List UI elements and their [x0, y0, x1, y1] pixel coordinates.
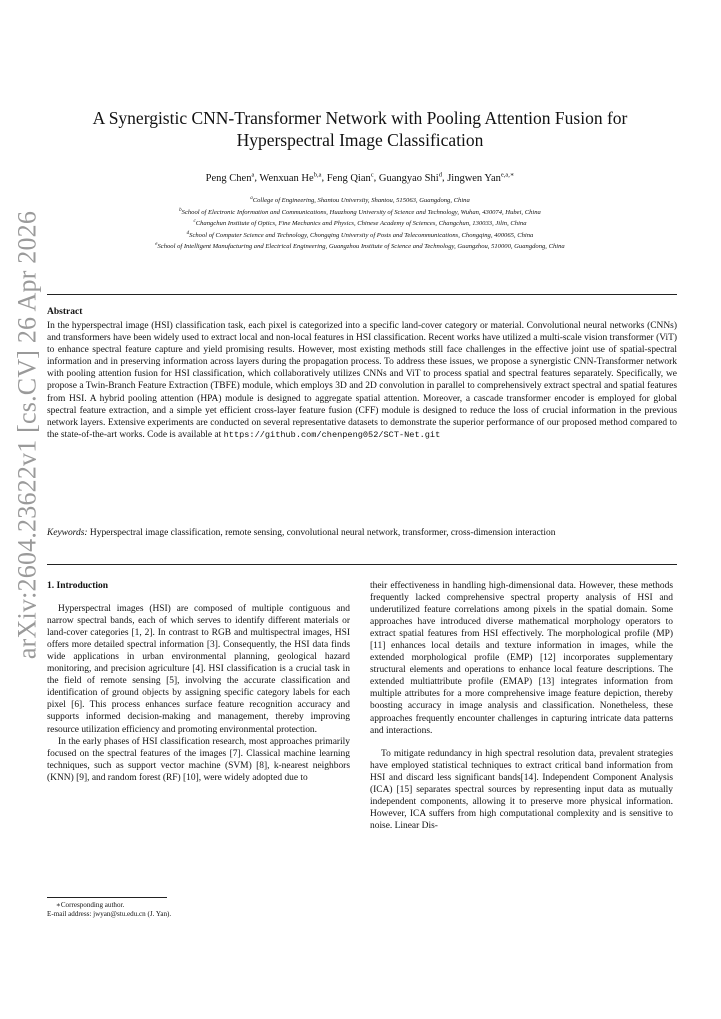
arxiv-watermark: arXiv:2604.23622v1 [cs.CV] 26 Apr 2026	[12, 210, 42, 660]
author: Wenxuan He$^{b,a}$	[259, 171, 322, 184]
affiliation: $^e$School of Intelligent Manufacturing and Electrical Engineering, Guangzhou Institute of Science and Technology, Guangzhou, 510000, Guangdong, China	[155, 242, 565, 251]
keywords-divider	[47, 564, 677, 565]
affiliation: $^a$College of Engineering, Shantou University, Shantou, 515063, Guangdong, China	[250, 196, 470, 205]
abstract-heading: Abstract	[47, 307, 83, 317]
affiliation: $^d$School of Computer Science and Technology, Chongqing University of Posts and Telecommunications, Chongqing, 400065, China	[186, 230, 534, 239]
section-heading: 1. Introduction	[47, 581, 109, 591]
email-note: E-mail address: jwyan@stu.edu.cn (J. Yan).	[47, 910, 172, 918]
abstract-body: In the hyperspectral image (HSI) classification task, each pixel is categorized into a specific land-cover category or material. Convolutional neural networks (CNNs) and transformers have been widely used to extract local and non-local features in HSI classification. Recent works have utilized a multi-scale vision transformer (ViT) to enhance spectral feature capture and yield promising results. However, most existing methods still face challenges in the effective joint use of spatial-spectral information and in preserving information across layers during the propagation process. To address these issues, we propose a synergistic CNN-Transformer network with pooling attention fusion for HSI classification, which collaboratively utilizes CNNs and ViT to process spatial and spectral features separately. Specifically, we propose a Twin-Branch Feature Extraction (TBFE) module, which employs 3D and 2D convolution in parallel to comprehensively extract spectral and spatial features from HSI. A hybrid pooling attention (HPA) module is designed to aggregate spatial attention. Moreover, a cascade transformer encoder is employed for global spectral feature extraction, and a simple yet efficient cross-layer feature fusion (CFF) module is designed to reduce the loss of crucial information in the previous network layers. Extensive experiments are conducted on several representative datasets to demonstrate the superior performance of our proposed method compared to the state-of-the-art works. Code is available at https://github.com/chenpeng052/SCT-Net.git	[47, 321, 677, 440]
paragraph: Hyperspectral images (HSI) are composed of multiple contiguous and narrow spectral bands, each of which serves to identify different materials or land-cover categories [1, 2]. In contrast to RGB and multispectral images, HSI offers more detailed spectral information [3]. Consequently, the HSI data finds wide applications in urban environmental planning, geological hazard monitoring, and precision agriculture [4]. HSI classification is a crucial task in the field of remote sensing [5], involving the accurate classification and identification of ground objects by assigning specific category labels for each pixel [6]. This process enhances surface feature recognition accuracy and supports informed decision-making and management, thereby improving resource utilization efficiency and promoting environmental protection.	[47, 604, 350, 735]
keywords-label: Keywords:	[47, 528, 88, 538]
footnotes	[47, 901, 171, 919]
affiliation: $^b$School of Electronic Information and Communications, Huazhong University of Science and Technology, Wuhan, 430074, Hubei, China	[179, 207, 541, 216]
paragraph: To mitigate redundancy in high spectral resolution data, prevalent strategies have employed statistical techniques to extract critical band information from HSI and discard less significant bands[14]. Independent Component Analysis (ICA) [15] separates spectral sources by representing input data as mutually independent components, allowing it to preserve more physical information. However, ICA suffers from high computational complexity and is sensitive to noise. Linear Dis-	[370, 748, 673, 831]
code-link[interactable]: https://github.com/chenpeng052/SCT-Net.git	[223, 429, 441, 440]
left-column	[47, 580, 350, 784]
author: Guangyao Shi$^d$	[378, 171, 442, 184]
author: Jingwen Yan$^{e,a,∗}$	[447, 171, 515, 184]
top-divider	[47, 294, 677, 295]
affiliation-list	[40, 194, 680, 252]
corresponding-author-note: ∗Corresponding author.	[56, 901, 125, 909]
author-list: Peng Chen$^a$, Wenxuan He$^{b,a}$, Feng Qian$^c$, Guangyao Shi$^d$, Jingwen Yan$^{e,a,∗}$	[205, 171, 515, 184]
paper-title: A Synergistic CNN-Transformer Network with Pooling Attention Fusion for Hyperspectral Image Classification	[92, 108, 628, 150]
keywords	[47, 527, 677, 539]
right-column	[370, 580, 673, 832]
author: Feng Qian$^c$	[326, 171, 374, 184]
footnote-divider	[47, 897, 167, 898]
paragraph: In the early phases of HSI classification research, most approaches primarily focused on the spectral features of the images [7]. Classical machine learning techniques, such as support vector machine (SVM) [8], k-nearest neighbors (KNN) [9], and random forest (RF) [10], were widely adopted due to	[47, 736, 350, 783]
paragraph: their effectiveness in handling high-dimensional data. However, these methods frequently lacked comprehensive spectral property analysis of HSI and underutilized feature correlations among pixels in the spatial domain. Some approaches have introduced diverse mathematical morphology operators to extract spatial features from HSI effectively. The morphological profile (MP) [11] enhances local details and texture information in images, while the extended morphological profile (EMP) [12] incorporates supplementary structural elements and operations to enhance local feature descriptions. The extended multiattribute profile (EMAP) [13] integrates information from multiple attributes for a more comprehensive image feature depiction, thereby boosting accuracy in image analysis and classification. Nonetheless, these approaches frequently encounter challenges in capturing intricate data patterns and interactions.	[370, 581, 673, 736]
keywords-text: Hyperspectral image classification, remote sensing, convolutional neural network, transformer, cross-dimension interaction	[89, 528, 556, 538]
affiliation: $^c$Changchun Institute of Optics, Fine Mechanics and Physics, Chinese Academy of Sciences, Changchun, 130033, Jilin, China	[193, 219, 527, 228]
author: Peng Chen$^a$	[205, 171, 255, 184]
